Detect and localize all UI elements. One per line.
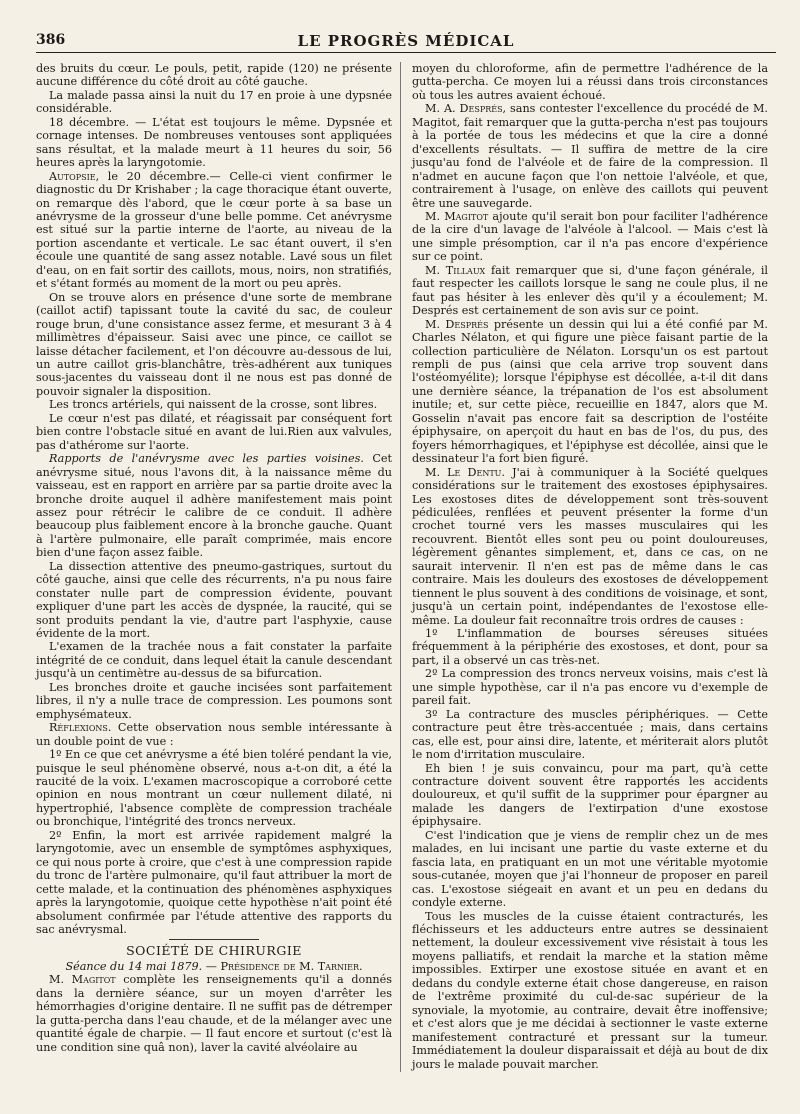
right-column — [412, 62, 768, 1071]
speaker-name: M. Le Dentu. — [425, 465, 505, 479]
paragraph: L'examen de la trachée nous a fait constater la parfaite intégrité de ce conduit, dans lequel était la canule descendant jusqu'à un centimètre au-dessus de sa bifurcation. — [36, 640, 392, 681]
speaker-name: M. Després — [425, 317, 489, 331]
paragraph: Les bronches droite et gauche incisées sont parfaitement libres, il n'y a nulle trace de compression. Les poumons sont emphysémateux. — [36, 680, 392, 721]
section-title: SOCIÉTÉ DE CHIRURGIE — [126, 943, 302, 959]
speaker-name: M. Magitot — [49, 973, 116, 987]
paragraph-text: présente un dessin qui lui a été confié par M. Charles Nélaton, et qui figure une pièce faisant partie de la collection particulière de Nélaton. Lorsqu'un os est partout rempli de pus (ainsi que cela arrive trop souvent dans l'ostéomyélite); lorsque l'épiphyse est décollée, a-t-il dit dans une dernière séance, la trépanation de l'os est absolument inutile; et, sur cette pièce, recueillie en 1847, alors que M. Gosselin n'avait pas encore fait sa description de l'ostéite épiphysaire, on aperçoit du haut en bas de l'os, du pus, des foyers hémorrhagiques, et l'épiphyse est décollée, ainsi que le dessinateur l'a fort bien figuré. — [412, 317, 768, 466]
paragraph — [36, 721, 392, 748]
paragraph-text: complète les renseignements qu'il a donnés dans la dernière séance, sur un moyen d'arrêter les hémorrhagies d'origine dentaire. Il ne suffit pas de détremper la gutta-percha dans l'eau chaude, et de la mélanger avec une quantité égale de charpie. — Il faut encore et surtout (c'est là une condition sine quâ non), laver la cavité alvéolaire au — [36, 973, 392, 1054]
paragraph-text: le 20 décembre.— Celle-ci vient confirmer le diagnostic du Dr Krishaber ; la cage thoracique étant ouverte, on remarque dès l'abord, que le cœur porte à sa base un anévrysme de la grosseur d'une belle pomme. Cet anévrysme est situé sur la partie interne de l'aorte, au niveau de la portion ascendante et verticale. Le sac étant ouvert, il s'en écoule une quantité de sang assez notable. Lavé sous un filet d'eau, on en fait sortir des caillots, mous, noirs, non stratifiés, et s'étant formés au moment de la mort ou peu après. — [36, 169, 392, 291]
session-presidence: — Présidence de M. Tarnier. — [202, 959, 363, 973]
paragraph-text: Cet anévrysme situé, nous l'avons dit, à la naissance même du vaisseau, est en rapport en arrière par sa partie droite avec la bronche droite auquel il adhère manifestement mais point assez pour rétrécir le calibre de ce conduit. Il adhère beaucoup plus faiblement encore à la bronche gauche. Quant à l'artère pulmonaire, elle paraît comprimée, mais encore bien d'une façon assez faible. — [36, 452, 393, 560]
column-divider — [400, 62, 401, 1072]
paragraph: La dissection attentive des pneumo-gastriques, surtout du côté gauche, ainsi que celle des récurrents, n'a pu nous faire constater nulle part de compression évidente, pouvant expliquer d'une part les accès de dyspnée, la raucité, qui se sont produits pendant la vie, d'autre part l'asphyxie, cause évidente de la mort. — [36, 559, 392, 641]
speaker-name: M. Tillaux — [425, 263, 486, 277]
paragraph: 1º L'inflammation de bourses séreuses situées fréquemment à la périphérie des exostoses, et dont, pour sa part, il a observé un cas très-net. — [412, 627, 768, 667]
left-column — [36, 62, 392, 1054]
paragraph: 2º La compression des troncs nerveux voisins, mais c'est là une simple hypothèse, car il n'a pas encore vu d'exemple de pareil fait. — [412, 667, 768, 708]
section-separator — [169, 939, 259, 940]
paragraph: 3º La contracture des muscles périphériques. — Cette contracture peut être très-accentuée ; mais, dans certains cas, elle est, pour ainsi dire, latente, et mériterait alors plutôt le nom d'irritation musculaire. — [412, 707, 768, 762]
paragraph: moyen du chloroforme, afin de permettre l'adhérence de la gutta-percha. Ce moyen lui a réussi dans trois circonstances où tous les autres avaient échoué. — [412, 62, 768, 102]
paragraph: C'est l'indication que je viens de remplir chez un de mes malades, en lui incisant une partie du vaste externe et du fascia lata, en pratiquant en un mot une véritable myotomie sous-cutanée, moyen que j'ai l'honneur de proposer en pareil cas. L'exostose siégeait en avant et un peu en dedans du condyle externe. — [412, 828, 768, 910]
paragraph — [412, 102, 768, 210]
paragraph — [36, 973, 392, 1054]
speaker-name: M. A. Després, — [425, 102, 507, 116]
paragraph: La malade passa ainsi la nuit du 17 en proie à une dypsnée considérable. — [36, 88, 392, 116]
paragraph-text: sans contester l'excellence du procédé de M. Magitot, fait remarquer que la gutta-percha n'est pas toujours à la portée de tous les médecins et que la cire a donné d'excellents résultats. — Il suffira de mettre de la cire jusqu'au fond de l'alvéole et de faire de la compression. Il n'admet en aucune façon que l'on nettoie l'alvéole, et que, contrairement à l'usage, on enlève des caillots qui peuvent être une sauvegarde. — [412, 102, 768, 210]
speaker-name: M. Magitot — [425, 209, 489, 223]
reflections-label: Réflexions. — [49, 721, 112, 735]
session-line — [36, 960, 392, 973]
paragraph — [412, 318, 768, 466]
paragraph — [412, 264, 768, 318]
subsection-label: Rapports de l'anévrysme avec les parties voisines. — [49, 452, 364, 466]
session-date: Séance du 14 mai 1879. — [65, 959, 203, 973]
paragraph-text: ajoute qu'il serait bon pour faciliter l'adhérence de la cire d'un lavage de l'alvéole à l'alcool. — Mais c'est là une simple présomption, car il n'a pas encore d'expérience sur ce point. — [412, 209, 768, 264]
journal-title: LE PROGRÈS MÉDICAL — [297, 32, 515, 50]
paragraph-text: Cette observation nous semble intéressante à un double point de vue : — [36, 721, 392, 748]
paragraph — [412, 210, 768, 264]
page-number: 386 — [36, 32, 66, 48]
paragraph: Eh bien ! je suis convaincu, pour ma part, qu'à cette contracture doivent souvent être rapportés les accidents douloureux, et qu'il suffit de la supprimer pour épargner au malade les dangers de l'extirpation d'une exostose épiphysaire. — [412, 761, 768, 829]
paragraph: 2º Enfin, la mort est arrivée rapidement malgré la laryngotomie, avec un ensemble de symptômes asphyxiques, ce qui nous porte à croire, que c'est à une compression rapide du tronc de l'artère pulmonaire, qu'il faut attribuer la mort de cette malade, et la continuation des phénomènes asphyxiques après la laryngotomie, quoique cette hypothèse n'ait point été absolument confirmée par l'étude attentive des rapports du sac anévrysmal. — [36, 828, 392, 936]
page-header — [36, 30, 776, 53]
paragraph-text: J'ai à communiquer à la Société quelques considérations sur le traitement des exostoses épiphysaires. Les exostoses dites de développement sont très-souvent pédiculées, renflées et peuvent présenter la forme d'un crochet tourné vers les masses musculaires qui les recouvrent. Bientôt elles sont peu ou point douloureuses, légèrement gênantes simplement, et, dans ce cas, on ne saurait intervenir. Il n'en est pas de même dans le cas contraire. Mais les douleurs des exostoses de développement tiennent le plus souvent à des conditions de voisinage, et sont, jusqu'à un certain point, indépendantes de l'exostose elle-même. La douleur fait reconnaître trois ordres de causes : — [412, 465, 768, 627]
autopsy-label: Autopsie, — [49, 169, 100, 183]
paragraph: Les troncs artériels, qui naissent de la crosse, sont libres. — [49, 398, 378, 412]
paragraph: Le cœur n'est pas dilaté, et réagissait par conséquent fort bien contre l'obstacle situé en avant de lui.Rien aux valvules, pas d'athérome sur l'aorte. — [36, 411, 392, 452]
paragraph: Tous les muscles de la cuisse étaient contracturés, les fléchisseurs et les adducteurs entre autres se dessinaient nettement, la douleur excessivement vive résistait à tous les moyens palliatifs, et rendait la marche et la station même impossibles. Extirper une exostose située en avant et en dedans du condyle externe était chose dangereuse, en raison de l'extrême proximité du cul-de-sac supérieur de la synoviale, la myotomie, au contraire, devait être inoffensive; et c'est alors que je me décidai à sectionner le vaste externe manifestement contracturé et pressant sur la tumeur. Immédiatement la douleur disparaissait et déjà au bout de dix jours le malade pouvait marcher. — [412, 909, 768, 1071]
paragraph: 1º En ce que cet anévrysme a été bien toléré pendant la vie, puisque le seul phénomène observé, nous a-t-on dit, a été la raucité de la voix. L'examen macroscopique a corroboré cette opinion en nous montrant un cœur nullement dilaté, ni hypertrophié, l'absence complète de compression trachéale ou bronchique, l'intégrité des troncs nerveux. — [36, 748, 392, 829]
paragraph — [412, 466, 768, 627]
paragraph: On se trouve alors en présence d'une sorte de membrane (caillot actif) tapissant toute la cavité du sac, de couleur rouge brun, d'une consistance assez ferme, et mesurant 3 à 4 millimètres d'épaisseur. Saisi avec une pince, ce caillot se laisse détacher facilement, et l'on découvre au-dessous de lui, un autre caillot gris-blanchâtre, très-adhérent aux tuniques sous-jacentes du vaisseau dont il ne nous est pas donné de pouvoir signaler la disposition. — [36, 290, 392, 398]
paragraph: 18 décembre. — L'état est toujours le même. Dypsnée et cornage intenses. De nombreuses ventouses sont appliquées sans résultat, et la malade meurt à 11 heures du soir, 56 heures après la laryngotomie. — [36, 115, 392, 170]
paragraph — [36, 170, 392, 291]
paragraph: des bruits du cœur. Le pouls, petit, rapide (120) ne présente aucune différence du côté droit au côté gauche. — [36, 62, 392, 89]
paragraph — [36, 452, 392, 560]
paragraph-text: fait remarquer que si, d'une façon générale, il faut respecter les caillots lorsque le sang ne coule plus, il ne faut pas hésiter à les enlever dès qu'il y a écoulement; M. Després est certainement de son avis sur ce point. — [412, 263, 769, 318]
